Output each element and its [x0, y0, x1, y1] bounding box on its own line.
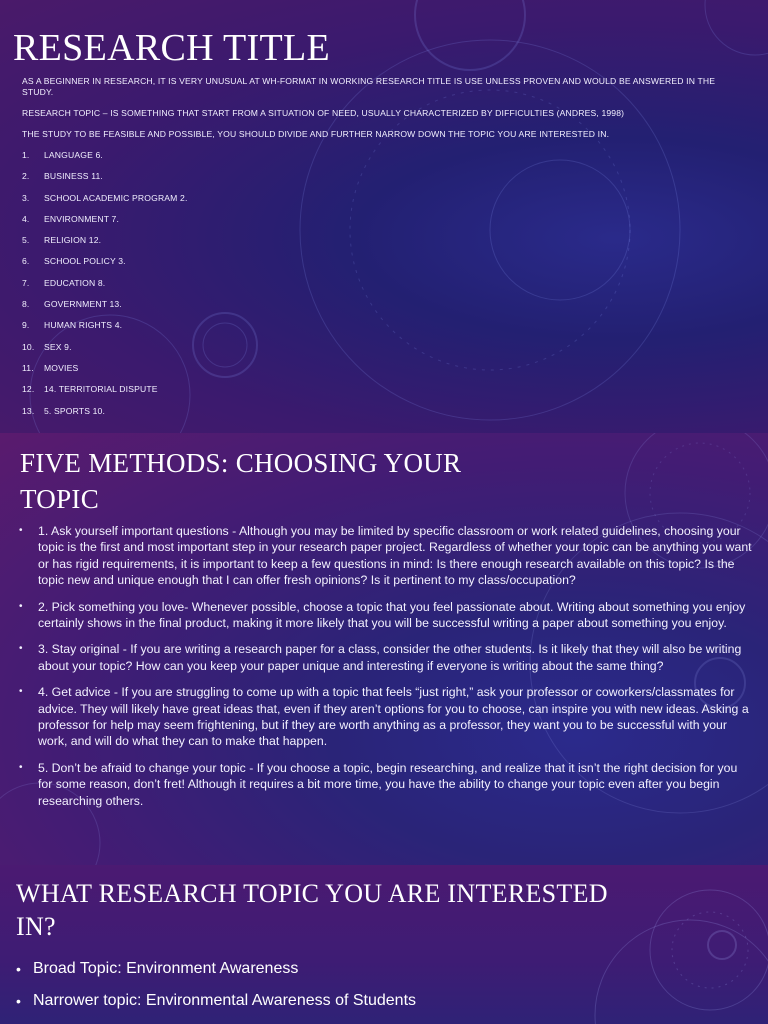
list-number: 2.: [22, 171, 30, 182]
list-number: 6.: [22, 256, 30, 267]
method-text: 1. Ask yourself important questions - Although you may be limited by specific classroom or work related guidelines, choosing your topic is the first and most important step in your research paper project. Regardless of whether your topic can be anything you want or has rigid requirements, it is important to keep a few questions in mind: Is there enough research available on this topic? Is the topic new and unique enough that I can offer fresh opinions? Is it pertinent to my class/occupation?: [38, 524, 752, 588]
list-item: [22, 171, 747, 192]
bullet-icon: •: [19, 686, 23, 698]
list-number: 12.: [22, 384, 35, 395]
list-item: [22, 320, 747, 341]
slide-five-methods: [0, 433, 768, 865]
bullet-icon: •: [16, 993, 21, 1009]
list-item: [22, 235, 747, 256]
list-item: [22, 384, 747, 405]
slide-title: [16, 877, 676, 943]
list-text: 14. TERRITORIAL DISPUTE: [44, 384, 158, 395]
list-item: [22, 299, 747, 320]
slide-title: RESEARCH TITLE: [13, 27, 330, 69]
method-text: 4. Get advice - If you are struggling to come up with a topic that feels “just right,” ask your professor or coworkers/classmates for advice. They will likely have great ideas that, even if they aren’t options for you to choose, can inspire you with new ideas. Asking a professor for help may seem frightening, but if they are worth anything as a professor, they want you to be successful with your work, and will do what they can to make that happen.: [38, 685, 749, 749]
list-item: [19, 760, 754, 809]
title-line-1: FIVE METHODS: CHOOSING YOUR: [20, 448, 462, 478]
bullet-icon: •: [19, 643, 23, 655]
list-item: [19, 599, 754, 632]
list-item: [22, 150, 747, 171]
list-text: GOVERNMENT 13.: [44, 299, 122, 310]
intro-paragraph: AS A BEGINNER IN RESEARCH, IT IS VERY UNUSUAL AT WH-FORMAT IN WORKING RESEARCH TITLE IS USE UNLESS PROVEN AND WOULD BE ANSWERED IN THE STUDY.: [22, 76, 716, 97]
list-number: 3.: [22, 192, 30, 203]
list-text: SCHOOL ACADEMIC PROGRAM 2.: [44, 192, 188, 203]
list-item: [19, 641, 754, 674]
list-item: [22, 193, 747, 214]
bullet-icon: •: [19, 525, 23, 536]
definition-paragraph: RESEARCH TOPIC – IS SOMETHING THAT START FROM A SITUATION OF NEED, USUALLY CHARACTERIZED BY DIFFICULTIES (ANDRES, 1998): [22, 108, 625, 118]
list-number: 4.: [22, 213, 30, 224]
list-item: [19, 684, 754, 750]
list-number: 1.: [22, 150, 30, 160]
list-text: BUSINESS 11.: [44, 171, 103, 182]
list-text: SCHOOL POLICY 3.: [44, 256, 126, 267]
list-item: [16, 991, 416, 1011]
list-item: [22, 363, 747, 384]
list-item: [22, 406, 747, 427]
list-text: ENVIRONMENT 7.: [44, 213, 119, 224]
broad-topic-text: Broad Topic: Environment Awareness: [33, 960, 299, 977]
list-text: HUMAN RIGHTS 4.: [44, 320, 123, 331]
topic-list: [22, 150, 747, 427]
list-item: [19, 523, 754, 589]
method-text: 3. Stay original - If you are writing a research paper for a class, consider the other students. Is it likely that they will also be writing about your topic? How can you keep your paper unique and interesting if everyone is writing about the same thing?: [38, 642, 742, 673]
slide-title: [20, 445, 461, 517]
narrow-topic-text: Narrower topic: Environmental Awareness of Students: [33, 992, 417, 1009]
narrowing-paragraph: THE STUDY TO BE FEASIBLE AND POSSIBLE, YOU SHOULD DIVIDE AND FURTHER NARROW DOWN THE TOPIC YOU ARE INTERESTED IN.: [22, 129, 610, 139]
slide-body: [22, 76, 747, 427]
list-item: [22, 342, 747, 363]
list-text: MOVIES: [44, 362, 79, 373]
title-line-2: TOPIC: [20, 484, 100, 514]
list-text: LANGUAGE 6.: [44, 150, 103, 160]
list-number: 9.: [22, 320, 30, 331]
title-line-1: WHAT RESEARCH TOPIC YOU ARE INTERESTED: [16, 879, 608, 908]
methods-list: [19, 523, 754, 819]
list-item: [22, 214, 747, 235]
list-number: 11.: [22, 362, 34, 373]
list-text: 5. SPORTS 10.: [44, 405, 106, 416]
method-text: 5. Don’t be afraid to change your topic - If you choose a topic, begin researching, and realize that it isn’t the right decision for you for some reason, don’t fret! Although it requires a bit more time, you have the ability to change your topic even after you begin researching others.: [38, 760, 738, 808]
slide-research-topic-interest: [0, 865, 768, 1024]
list-item: [16, 959, 416, 979]
title-line-2: IN?: [16, 912, 56, 941]
list-number: 10.: [22, 341, 35, 352]
list-number: 7.: [22, 277, 30, 288]
method-text: 2. Pick something you love- Whenever possible, choose a topic that you feel passionate about. Writing about something you enjoy certainly shows in the final product, making it more likely that you will be successful writing a paper about something you enjoy.: [38, 599, 746, 631]
slide-research-title: [0, 0, 768, 433]
bullet-icon: •: [16, 961, 21, 977]
list-number: 5.: [22, 235, 30, 246]
topic-list: [16, 959, 416, 1023]
bullet-icon: •: [19, 600, 23, 612]
list-item: [22, 256, 747, 277]
list-text: SEX 9.: [44, 341, 72, 352]
list-text: EDUCATION 8.: [44, 277, 106, 288]
list-text: RELIGION 12.: [44, 235, 102, 246]
list-item: [22, 278, 747, 299]
list-number: 13.: [22, 405, 35, 416]
list-number: 8.: [22, 299, 30, 310]
bullet-icon: •: [19, 761, 23, 773]
